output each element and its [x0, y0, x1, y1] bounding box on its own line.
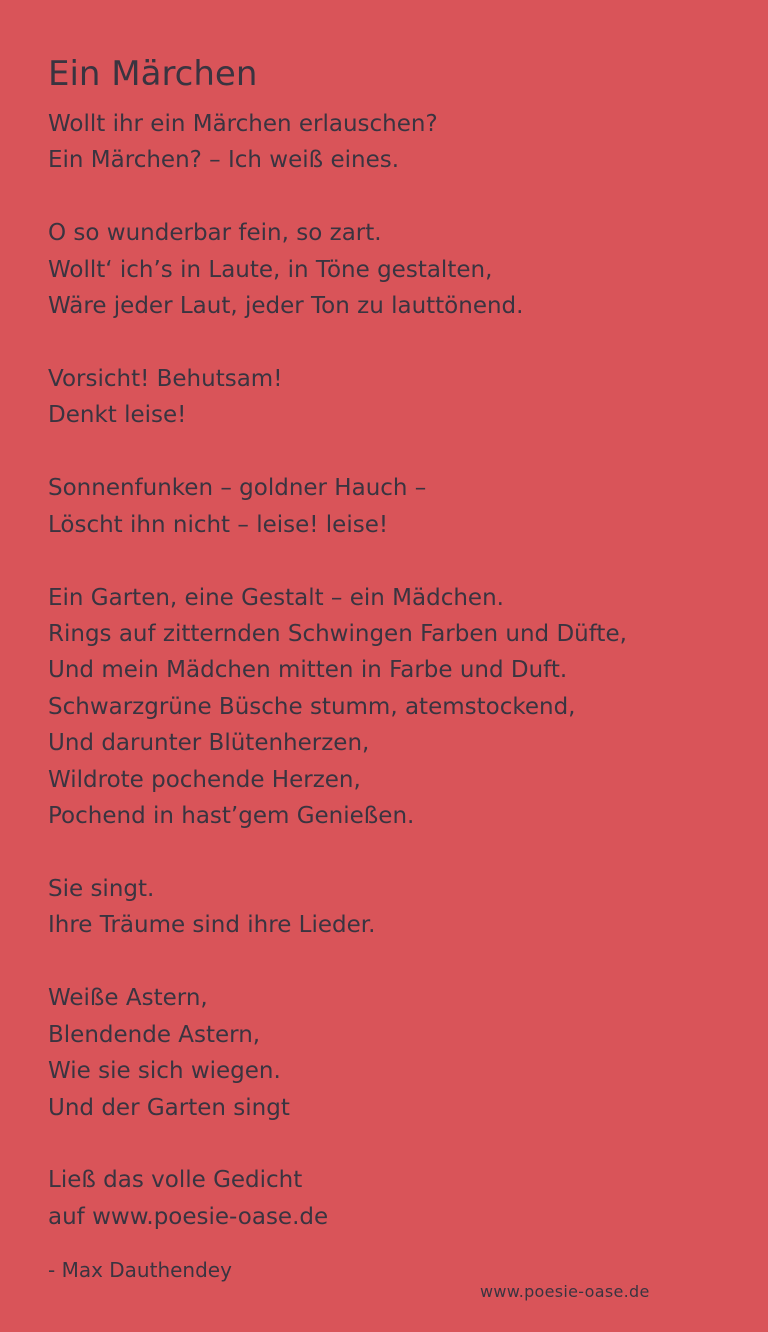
poem-line: Wäre jeder Laut, jeder Ton zu lauttönend. — [48, 293, 524, 320]
poem-line: Denkt leise! — [48, 402, 187, 429]
poem-line: Wollt‘ ich’s in Laute, in Töne gestalten, — [48, 256, 493, 283]
poem-body — [48, 106, 738, 1272]
poem-line: Ein Märchen? – Ich weiß eines. — [48, 147, 400, 174]
poem-line: Wildrote pochende Herzen, — [48, 766, 361, 793]
poem-line: Löscht ihn nicht – leise! leise! — [48, 511, 389, 538]
poem-line: Wie sie sich wiegen. — [48, 1058, 281, 1085]
poem-line: Und darunter Blütenherzen, — [48, 730, 370, 757]
poem-line: Wollt ihr ein Märchen erlauschen? — [48, 111, 438, 137]
stanza — [48, 871, 738, 944]
poem-line: Weiße Astern, — [48, 985, 208, 1012]
poem-line: Und mein Mädchen mitten in Farbe und Duft. — [48, 657, 568, 684]
poem-line: Blendende Astern, — [48, 1021, 261, 1048]
poem-line: Pochend in hast’gem Genießen. — [48, 803, 415, 830]
poem-line: Ließ das volle Gedicht — [48, 1167, 303, 1194]
poem-line: Ihre Träume sind ihre Lieder. — [48, 912, 376, 939]
poem-line: O so wunderbar fein, so zart. — [48, 220, 382, 247]
poem-line: Rings auf zitternden Schwingen Farben und Düfte, — [48, 621, 627, 648]
stanza — [48, 580, 738, 835]
poem-line: Vorsicht! Behutsam! — [48, 366, 283, 393]
poem-line: auf www.poesie-oase.de — [48, 1203, 329, 1230]
poem-author: - Max Dauthendey — [48, 1258, 232, 1282]
poem-line: Sonnenfunken – goldner Hauch – — [48, 475, 427, 502]
poem-title: Ein Märchen — [48, 54, 258, 94]
poem-line: Schwarzgrüne Büsche stumm, atemstockend, — [48, 693, 576, 720]
stanza — [48, 980, 738, 1126]
stanza — [48, 470, 738, 543]
stanza — [48, 106, 738, 179]
stanza — [48, 361, 738, 434]
footer-website: www.poesie-oase.de — [480, 1282, 650, 1301]
stanza — [48, 1162, 738, 1235]
poem-line: Und der Garten singt — [48, 1094, 290, 1121]
stanza — [48, 215, 738, 324]
poem-line: Ein Garten, eine Gestalt – ein Mädchen. — [48, 584, 504, 611]
poem-line: Sie singt. — [48, 876, 155, 902]
